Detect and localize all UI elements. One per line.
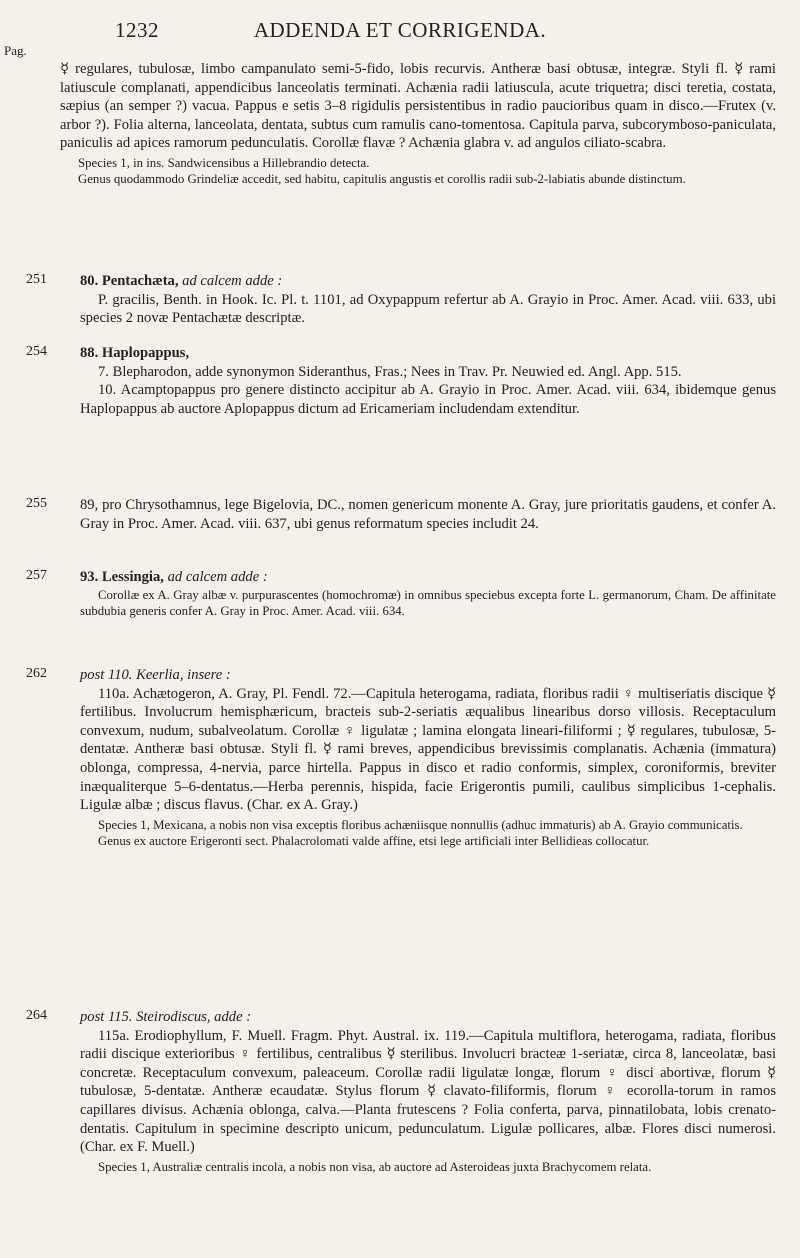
intro-genus-note: Genus quodammodo Grindeliæ accedit, sed habitu, capitulis angustis et corollis radii sub-2-labiatis abunde distinctum. [78, 172, 686, 187]
entry-species-note: Species 1, Australiæ centralis incola, a nobis non visa, ab auctore ad Asteroideas juxta Brachycomem relata. [98, 1159, 652, 1174]
entry-page-ref: 257 [26, 568, 47, 583]
entry-text: P. gracilis, Benth. in Hook. Ic. Pl. t. 1101, ad Oxypappum refertur ab A. Grayio in Proc. Amer. Acad. viii. 633, ubi species 2 novæ Pentachætæ descriptæ. [80, 291, 776, 327]
entry-text: 110a. Achætogeron, A. Gray, Pl. Fendl. 72.—Capitula heterogama, radiata, floribus radii ♀ multiseriatis disciquе ☿ fertilibus. Involucrum hemisphæricum, bracteis sub-2-seriatis æqualibus linearibus dorso villosis. Receptaculum convexum, nudum, subalveolatum. Corollæ ♀ ligulatæ ; lamina elongata lineari-filiformi ; ☿ regulares, tubulosæ, 5-dentatæ. Antheræ basi obtusæ. Styli fl. ☿ rami breves, appendicibus brevissimis complanatis. Achænia (immatura) oblonga, compressa, 4-nervia, parce hirtella. Pappus in disco et radio conformis, simplex, coroniformis, breviter inæqualiterque 5–6-dentatus.—Herba perennis, hispida, facie Erigerontis pumili, caulibus simplicibus 1-cephalis. Ligulæ albæ ; discus flavus. (Char. ex A. Gray.) [80, 685, 776, 814]
entry-line-7: 7. Blepharodon, adde synonymon Sideranthus, Fras.; Nees in Trav. Pr. Neuwied ed. Angl. App. 515. [98, 363, 682, 380]
intro-paragraph: ☿ regulares, tubulosæ, limbo campanulato semi-5-fido, lobis recurvis. Antheræ basi obtusæ, integræ. Styli fl. ☿ rami latiuscule complanati, appendicibus lanceolatis terminati. Achænia radii latiuscula, acute triquetra; disci teretia, costata, sæpius (an semper ?) vacua. Pappus e setis 3–8 rigidulis persistentibus in radio paucioribus quam in disco.—Frutex (v. arbor ?). Folia alterna, lanceolata, dentata, subtus cum ramulis cano-tomentosa. Capitula parva, subcorymboso-paniculata, paniculis ad apices ramorum pedunculatis. Corollæ flavæ ? Achænia glabra v. ad angulos ciliato-scabra. [60, 61, 776, 152]
entry-heading: 88. Haplopappus, [80, 345, 190, 361]
entry-page-ref: 262 [26, 666, 47, 681]
entry-page-ref: 251 [26, 272, 47, 287]
entry-heading: 80. Pentachæta, [80, 273, 179, 289]
entry-page-ref: 254 [26, 344, 47, 359]
running-title: ADDENDA ET CORRIGENDA. [253, 18, 547, 42]
entry-line-10: 10. Acamptopappus pro genere distincto accipitur ab A. Grayio in Proc. Amer. Acad. viii. 634, ibidemque genus Haplopappus ab auctore Aplopappus dictum ad Ericameriam includendam extenditur. [80, 382, 776, 417]
entry-page-ref: 255 [26, 496, 47, 511]
entry-species-note: Species 1, Mexicana, a nobis non visa exceptis floribus achæniisque nonnullis (adhuc immaturis) ab A. Grayio communicatis. [98, 817, 743, 832]
entry-genus-note: Genus ex auctore Erigeronti sect. Phalacrolomati valde affine, etsi lege artificiali inter Bellidieas collocatur. [98, 834, 650, 849]
entry-page-ref: 264 [26, 1008, 47, 1023]
entry-text: 115a. Erodiophyllum, F. Muell. Fragm. Phyt. Austral. ix. 119.—Capitula multiflora, heterogama, radiata, floribus radii disciquе exterioribus ♀ fertilibus, centralibus ☿ sterilibus. Involucri bracteæ 1-seriatæ, circa 8, lanceolatæ, basi concretæ. Receptaculum convexum, paleaceum. Corollæ radii ligulatæ longæ, florum ♀ disci abortivæ, florum ☿ tubulosæ, 5-dentatæ. Antheræ ecaudatæ. Stylus florum ☿ clavato-filiformis, florum ♀ ecorolla-torum in ramos capillares divisus. Achænia oblonga, calva.—Planta frutescens ? Folia conferta, parva, pinnatilobata, lobis crenato-dentatis. Capitulum in specimine descripto unicum, pedunculatum. Ligulæ pollicares, albæ. Flores disci numerosi. (Char. ex F. Muell.) [80, 1027, 776, 1156]
page-number: 1232 [115, 18, 159, 42]
entry-heading: post 110. Keerlia, insere : [80, 667, 231, 683]
pag-label: Pag. [4, 43, 27, 58]
entry-text: 89, pro Chrysothamnus, lege Bigelovia, DC., nomen genericum monente A. Gray, jure prioritatis gaudens, et confer A. Gray in Proc. Amer. Acad. viii. 637, ubi genus reformatum species includit 24. [80, 497, 776, 532]
entry-text: Corollæ ex A. Gray albæ v. purpurascentes (homochromæ) in omnibus speciebus excepta forte L. germanorum, Cham. De affinitate subdubia generis confer A. Gray in Proc. Amer. Acad. viii. 634. [80, 587, 776, 618]
intro-species-note: Species 1, in ins. Sandwicensibus a Hillebrandio detecta. [78, 155, 370, 170]
entry-heading-tail: ad calcem adde : [163, 569, 268, 585]
entry-heading: post 115. Steirodiscus, adde : [80, 1009, 252, 1025]
entry-heading-tail: ad calcem adde : [178, 273, 283, 289]
entry-heading: 93. Lessingia, [80, 569, 164, 585]
running-header [0, 18, 800, 44]
